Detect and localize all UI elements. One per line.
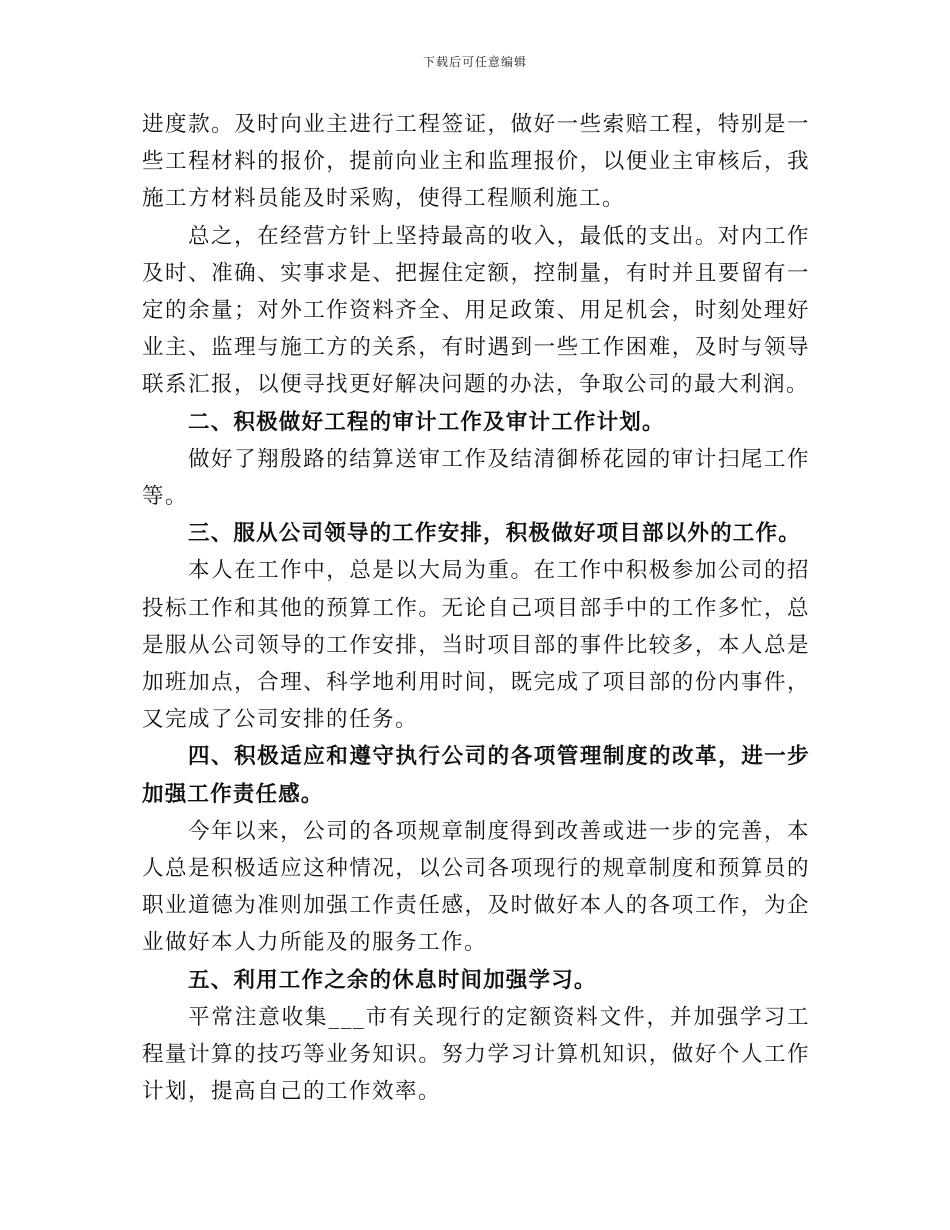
page-header: 下载后可任意编辑 (422, 55, 527, 69)
section-heading-study: 五、利用工作之余的休息时间加强学习。 (188, 967, 597, 993)
paragraph-study: 平常注意收集___市有关现行的定额资料文件，并加强学习工程量计算的技巧等业务知识。努力学习计算机知识，做好个人工作计划，提高自己的工作效率。 (142, 1004, 810, 1105)
document-body (142, 106, 810, 1110)
section-heading-audit: 二、积极做好工程的审计工作及审计工作计划。 (188, 409, 665, 435)
paragraph-leadership: 本人在工作中，总是以大局为重。在工作中积极参加公司的招投标工作和其他的预算工作。无论自己项目部手中的工作多忙，总是服从公司领导的工作安排，当时项目部的事件比较多，本人总是加班加点，合理、科学地利用时间，既完成了项目部的份内事件，又完成了公司安排的任务。 (142, 558, 810, 733)
section-heading-management: 四、积极适应和遵守执行公司的各项管理制度的改革，进一步加强工作责任感。 (142, 744, 810, 807)
paragraph-management: 今年以来，公司的各项规章制度得到改善或进一步的完善，本人总是积极适应这种情况，以公司各项现行的规章制度和预算员的职业道德为准则加强工作责任感，及时做好本人的各项工作，为企业做好本人力所能及的服务工作。 (142, 818, 810, 956)
paragraph-audit: 做好了翔殷路的结算送审工作及结清御桥花园的审计扫尾工作等。 (142, 446, 810, 510)
paragraph-summary: 总之，在经营方针上坚持最高的收入，最低的支出。对内工作及时、准确、实事求是、把握住定额，控制量，有时并且要留有一定的余量；对外工作资料齐全、用足政策、用足机会，时刻处理好业主、监理与施工方的关系，有时遇到一些工作困难，及时与领导联系汇报，以便寻找更好解决问题的办法，争取公司的最大利润。 (142, 223, 810, 398)
paragraph-progress-payment: 进度款。及时向业主进行工程签证，做好一些索赔工程，特别是一些工程材料的报价，提前向业主和监理报价，以便业主审核后，我施工方材料员能及时采购，使得工程顺利施工。 (142, 112, 810, 212)
section-heading-leadership: 三、服从公司领导的工作安排，积极做好项目部以外的工作。 (188, 521, 801, 547)
